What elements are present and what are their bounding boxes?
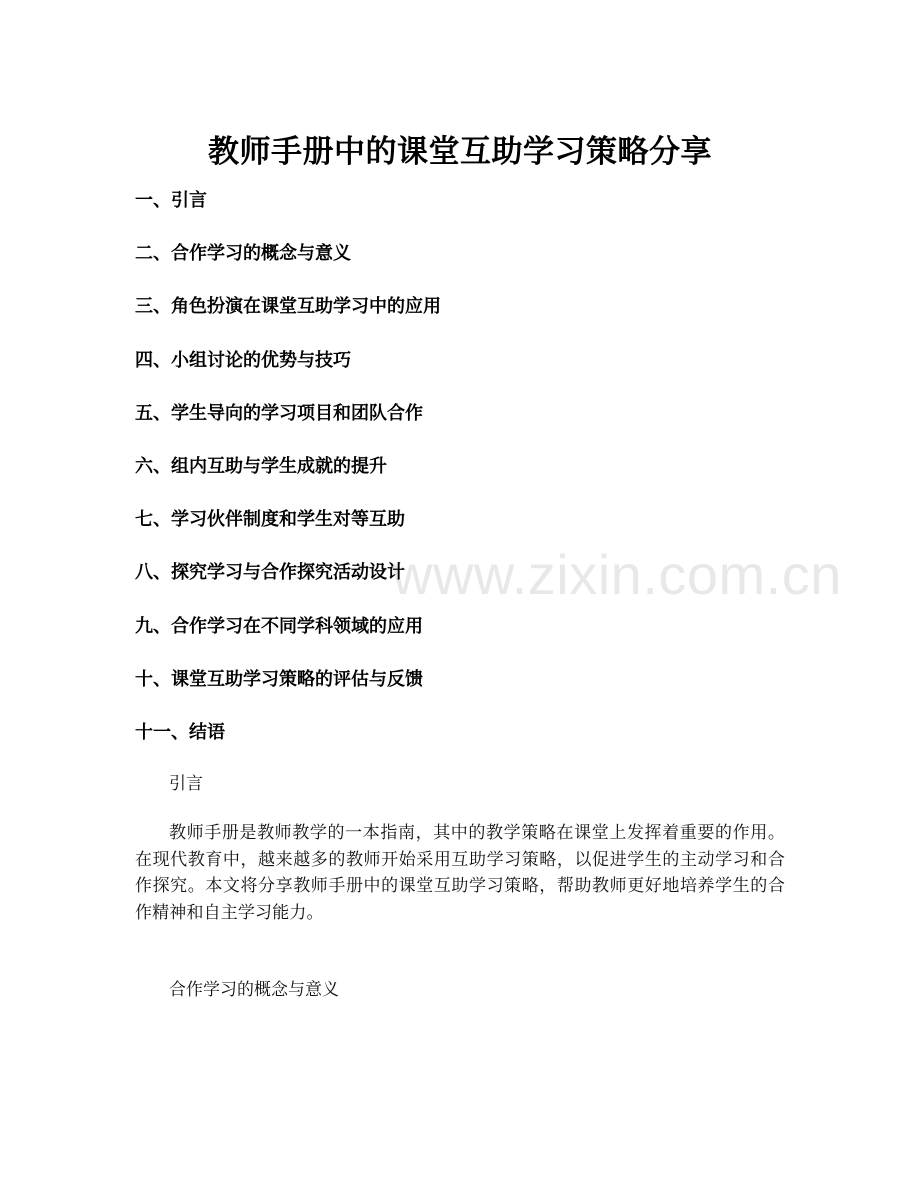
toc-item: 二、合作学习的概念与意义 [135,243,351,265]
toc-item: 五、学生导向的学习项目和团队合作 [135,402,423,424]
toc-item: 八、探究学习与合作探究活动设计 [135,562,405,584]
table-of-contents [135,187,441,772]
intro-paragraph: 教师手册是教师教学的一本指南，其中的教学策略在课堂上发挥着重要的作用。在现代教育中，越来越多的教师开始采用互助学习策略，以促进学生的主动学习和合作探究。本文将分享教师手册中的课堂互助学习策略，帮助教师更好地培养学生的合作精神和自主学习能力。 [135,823,785,923]
toc-item: 四、小组讨论的优势与技巧 [135,349,351,371]
toc-item: 十一、结语 [135,721,225,743]
section-heading-intro: 引言 [169,774,203,794]
toc-item: 十、课堂互助学习策略的评估与反馈 [135,668,423,690]
toc-item: 一、引言 [135,190,207,211]
toc-item: 三、角色扮演在课堂互助学习中的应用 [135,296,441,318]
document-title: 教师手册中的课堂互助学习策略分享 [208,133,712,170]
toc-item: 六、组内互助与学生成就的提升 [135,455,387,477]
toc-item: 九、合作学习在不同学科领域的应用 [135,615,423,637]
section-heading-cooperative-learning: 合作学习的概念与意义 [169,980,339,1000]
watermark: www.zixin.com.cn [392,543,842,606]
toc-item: 七、学习伙伴制度和学生对等互助 [135,509,405,531]
